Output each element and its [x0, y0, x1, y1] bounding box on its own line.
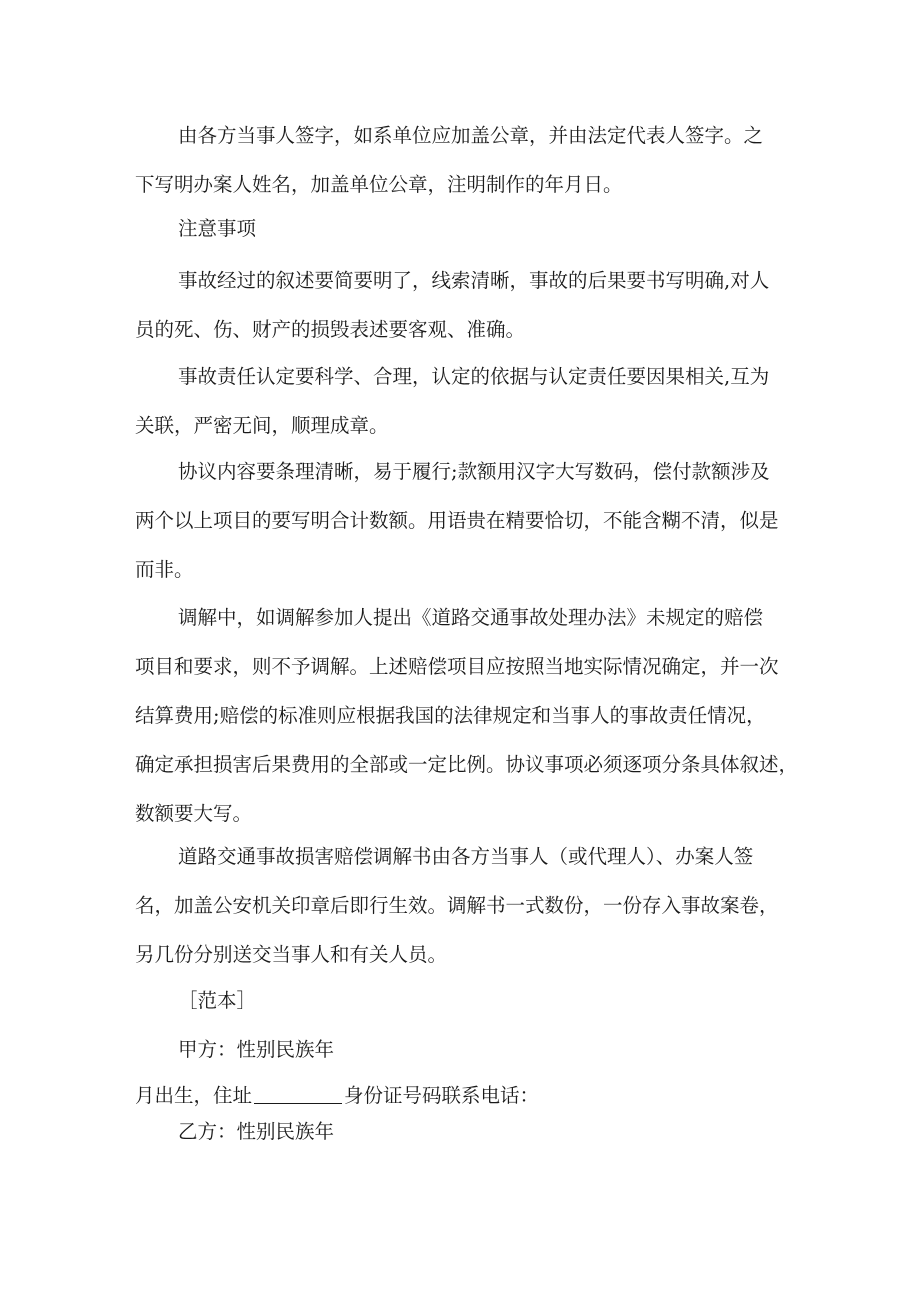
text-line: 而非。: [135, 558, 194, 581]
text-line: 关联，严密无间，顺理成章。: [135, 414, 389, 437]
party-a-heading: [135, 1025, 805, 1074]
text-line: ［范本］: [178, 989, 257, 1012]
paragraph-signatures: [135, 111, 805, 209]
paragraph-responsibility: [135, 352, 805, 450]
paragraph-agreement: [135, 447, 805, 594]
paragraph-mediation: [135, 593, 805, 838]
party-b-heading: [135, 1107, 805, 1156]
paragraph-effectiveness: [135, 832, 805, 979]
text-line: 道路交通事故损害赔偿调解书由各方当事人（或代理人）、办案人签: [178, 845, 754, 868]
section-heading-notes: [135, 204, 805, 253]
text-line: 由各方当事人签字，如系单位应加盖公章，并由法定代表人签字。之: [178, 124, 764, 147]
template-heading: [135, 976, 805, 1025]
text-line: 调解中，如调解参加人提出《道路交通事故处理办法》未规定的赔偿: [178, 606, 764, 629]
text-line: 结算费用;赔偿的标准则应根据我国的法律规定和当事人的事故责任情况，: [135, 704, 766, 727]
text-line: 协议内容要条理清晰，易于履行;款额用汉字大写数码，偿付款额涉及: [178, 460, 770, 483]
text-line: 乙方：性别民族年: [178, 1120, 335, 1143]
party-a-id-phone-label: 身份证号码联系电话：: [344, 1084, 540, 1107]
text-line: 事故责任认定要科学、合理，认定的依据与认定责任要因果相关,互为: [178, 365, 770, 388]
text-line: 下写明办案人姓名，加盖单位公章，注明制作的年月日。: [135, 173, 623, 196]
text-line: 名，加盖公安机关印章后即行生效。调解书一式数份，一份存入事故案卷，: [135, 894, 779, 917]
text-line: 两个以上项目的要写明合计数额。用语贵在精要恰切，不能含糊不清，似是: [135, 509, 779, 532]
text-line: 数额要大写。: [135, 802, 253, 825]
party-a-birth-address-label: 月出生，住址: [135, 1084, 253, 1107]
text-line: 确定承担损害后果费用的全部或一定比例。协议事项必须逐项分条具体叙述，: [135, 753, 799, 776]
text-line: 员的死、伤、财产的损毁表述要客观、准确。: [135, 318, 526, 341]
text-line: 事故经过的叙述要简要明了，线索清晰，事故的后果要书写明确,对人: [178, 269, 770, 292]
text-line: 注意事项: [178, 217, 257, 240]
text-line: 甲方：性别民族年: [178, 1038, 335, 1061]
address-blank-field[interactable]: [254, 1083, 342, 1104]
paragraph-accident-description: [135, 256, 805, 354]
text-line: 项目和要求，则不予调解。上述赔偿项目应按照当地实际情况确定，并一次: [135, 655, 779, 678]
text-line: 另几份分别送交当事人和有关人员。: [135, 943, 448, 966]
